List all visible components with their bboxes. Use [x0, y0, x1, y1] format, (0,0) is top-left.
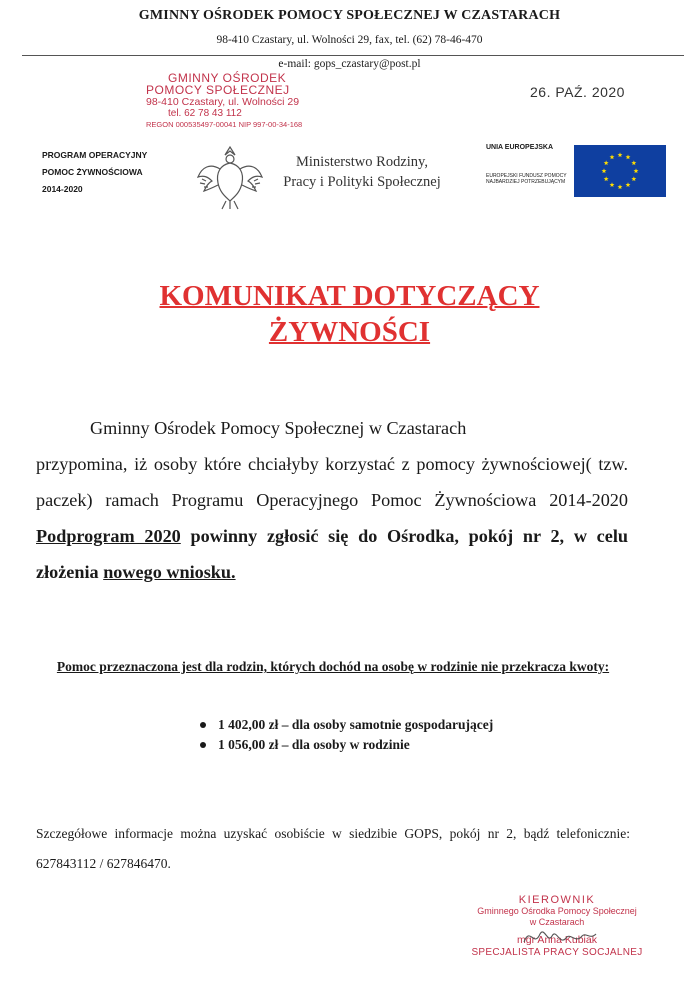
ministry-line-2: Pracy i Polityki Społecznej	[283, 174, 441, 190]
header-title: GMINNY OŚRODEK POMOCY SPOŁECZNEJ W CZASTARACH	[138, 8, 561, 23]
eu-title: UNIA EUROPEJSKA	[486, 144, 554, 151]
new-application-label: nowego wniosku.	[103, 562, 236, 582]
date-stamp: 26. PAŹ. 2020	[530, 84, 625, 100]
title-line-1: KOMUNIKAT DOTYCZĄCY	[159, 280, 540, 312]
bullet-icon	[200, 722, 206, 728]
amount-family: 1 056,00 zł – dla osoby w rodzinie	[218, 737, 410, 752]
bullet-icon	[200, 742, 206, 748]
polish-eagle-emblem-icon	[190, 137, 270, 217]
sign-line-1: KIEROWNIK	[518, 894, 596, 906]
announcement-paragraph	[36, 410, 628, 590]
stamp-line-1: GMINNY OŚRODEK	[168, 71, 287, 85]
list-item	[200, 715, 493, 735]
office-stamp	[146, 72, 326, 130]
details-text: Szczegółowe informacje można uzyskać osobiście w siedzibie GOPS, pokój nr 2, bądź telefonicznie: 627843112 / 627846470.	[36, 826, 630, 871]
subprogram-label: Podprogram 2020	[36, 526, 181, 546]
program-line-1: PROGRAM OPERACYJNY	[42, 150, 148, 160]
stamp-line-4: tel. 62 78 43 112	[168, 108, 242, 119]
program-line-3: 2014-2020	[42, 184, 83, 194]
list-item	[200, 735, 493, 755]
stamp-line-5: REGON 000535497-00041 NIP 997-00-34-168	[146, 120, 303, 129]
header-email: e-mail: gops_czastary@post.pl	[278, 58, 421, 70]
sign-line-4: mgr Anna Kubiak	[517, 934, 597, 946]
eu-fund	[486, 173, 570, 185]
header-address: 98-410 Czastary, ul. Wolności 29, fax, tel. (62) 78-46-470	[216, 34, 483, 46]
header-divider	[22, 55, 684, 56]
sign-line-3: w Czastarach	[529, 917, 585, 927]
ministry-name	[262, 152, 462, 192]
sign-line-5: SPECJALISTA PRACY SOCJALNEJ	[471, 947, 643, 958]
announcement-title	[0, 278, 699, 350]
sign-line-2: Gminnego Ośrodka Pomocy Społecznej	[477, 906, 637, 916]
income-limits-list	[200, 715, 493, 755]
amount-single: 1 402,00 zł – dla osoby samotnie gospodarującej	[218, 717, 494, 732]
ministry-line-1: Ministerstwo Rodziny,	[296, 154, 428, 170]
income-limit-heading: Pomoc przeznaczona jest dla rodzin, których dochód na osobę w rodzinie nie przekracza kwoty:	[56, 659, 610, 674]
stamp-line-2: POMOCY SPOŁECZNEJ	[146, 83, 290, 97]
paragraph-body: przypomina, iż osoby które chciałyby korzystać z pomocy żywnościowej( tzw. paczek) ramach Programu Operacyjnego Pomoc Żywnościowa 2014-2020	[36, 454, 628, 510]
paragraph-bold: powinny zgłosić się do Ośrodka, pokój nr 2, w celu złożenia	[36, 526, 628, 582]
eu-label	[486, 144, 570, 185]
stamp-line-3: 98-410 Czastary, ul. Wolności 29	[146, 96, 300, 108]
program-line-2: POMOC ŻYWNOŚCIOWA	[42, 167, 143, 177]
eu-fund-line-1: EUROPEJSKI FUNDUSZ POMOCY	[486, 173, 567, 179]
handwritten-signature	[520, 922, 600, 952]
eu-fund-line-2: NAJBARDZIEJ POTRZEBUJĄCYM	[486, 179, 566, 185]
paragraph-first-line: Gminny Ośrodek Pomocy Społecznej w Czastarach	[90, 418, 467, 438]
title-line-2: ŻYWNOŚCI	[268, 316, 431, 348]
program-label	[42, 147, 192, 198]
eu-flag-icon	[574, 145, 666, 197]
